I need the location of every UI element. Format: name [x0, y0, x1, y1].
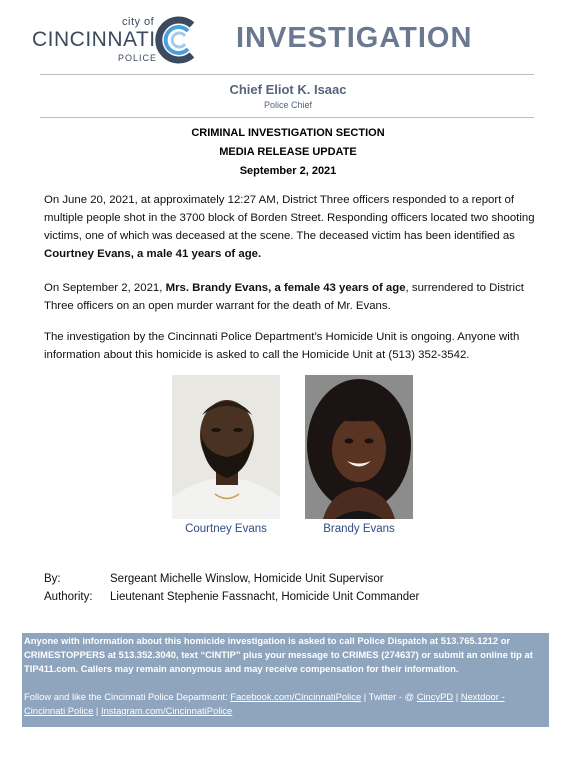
follow-intro: Follow and like the Cincinnati Police Department: — [24, 691, 231, 702]
separator: | — [93, 705, 101, 716]
subheader-divider — [40, 117, 534, 118]
arrest-text-post: , surrendered to District Three officers on an open murder warrant for the death of Mr. Evans. — [44, 282, 524, 312]
chief-title: Police Chief — [263, 100, 313, 110]
suspect-photo — [305, 375, 413, 519]
incident-text: On June 20, 2021, at approximately 12:27 AM, District Three officers responded to a report of multiple people shot in the 3700 block of Borden Street. Responding officers located two shooting victims, one of which was deceased at the scene. The deceased victim has been identified as — [44, 194, 535, 242]
contact-paragraph: The investigation by the Cincinnati Police Department’s Homicide Unit is ongoing. Anyone with information about this homicide is asked to call the Homicide Unit at (513) 352-3542. — [44, 331, 520, 361]
twitter-link[interactable]: CincyPD — [416, 691, 454, 702]
victim-photo-caption: Courtney Evans — [185, 523, 267, 535]
release-date: September 2, 2021 — [239, 165, 337, 177]
incident-paragraph — [44, 191, 544, 263]
chief-name: Chief Eliot K. Isaac — [229, 82, 347, 97]
facebook-link[interactable]: Facebook.com/CincinnatiPolice — [230, 691, 362, 702]
logo-police-text: POLICE — [118, 53, 158, 63]
separator: | — [453, 691, 461, 702]
arrest-text-pre: On September 2, 2021, — [44, 282, 166, 294]
authority-value: Lieutenant Stephenie Fassnacht, Homicide Unit Commander — [110, 591, 420, 603]
social-links — [24, 690, 546, 718]
by-value: Sergeant Michelle Winslow, Homicide Unit Supervisor — [110, 573, 384, 585]
logo-c-mark-icon — [152, 15, 202, 65]
page-title: INVESTIGATION — [236, 22, 473, 54]
authority-label: Authority: — [44, 591, 93, 603]
nextdoor-link[interactable]: Nextdoor - Cincinnati Police — [24, 691, 505, 716]
victim-photo — [172, 375, 280, 519]
header-divider — [40, 74, 534, 75]
separator: | Twitter - @ — [361, 691, 417, 702]
instagram-link[interactable]: Instagram.com/CincinnatiPolice — [100, 705, 233, 716]
by-label: By: — [44, 573, 61, 585]
section-heading: CRIMINAL INVESTIGATION SECTION — [191, 127, 385, 139]
logo-city-of-text: city of — [122, 16, 155, 28]
release-type-heading: MEDIA RELEASE UPDATE — [219, 146, 357, 158]
logo-city-name: CINCINNATI — [32, 28, 156, 51]
suspect-identification: Mrs. Brandy Evans, a female 43 years of age — [165, 282, 406, 294]
tip-info-text: Anyone with information about this homicide investigation is asked to call Police Dispatch at 513.765.1212 or CRIMESTOPPERS at 513.352.3040, text “CINTIP” plus your message to CRIMES (274637) or submit an online tip at TIP411.com. Callers may remain anonymous and may receive compensation for their information. — [24, 635, 533, 674]
arrest-paragraph — [44, 279, 544, 315]
cincinnati-police-logo — [30, 14, 205, 70]
suspect-photo-caption: Brandy Evans — [323, 523, 395, 535]
tip-info-box — [22, 633, 549, 727]
victim-identification: Courtney Evans, a male 41 years of age. — [44, 248, 262, 260]
